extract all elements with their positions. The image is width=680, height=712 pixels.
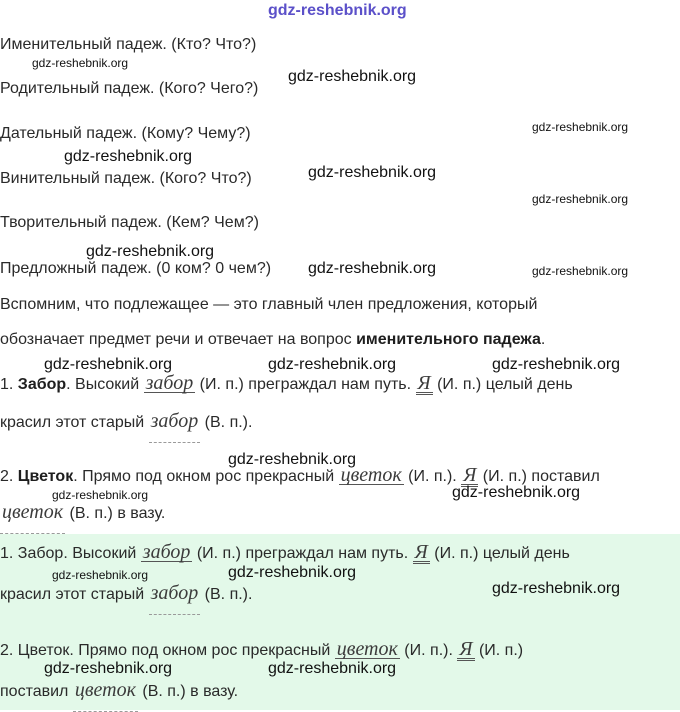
subject-word: цветок: [340, 464, 402, 486]
watermark: gdz-reshebnik.org: [44, 660, 173, 677]
exercise-2-line-2: цветок (В. п.) в вазу.: [2, 501, 166, 523]
case-nominative: Именительный падеж. (Кто? Что?): [0, 36, 257, 53]
watermark: gdz-reshebnik.org: [228, 451, 357, 468]
case-dative: Дательный падеж. (Кому? Чему?): [0, 125, 251, 142]
rule-line-2: обозначает предмет речи и отвечает на вопрос именительного падежа.: [0, 331, 546, 348]
watermark: gdz-reshebnik.org: [308, 260, 437, 277]
subject-word: Я: [463, 464, 477, 486]
answer-2-line-1: 2. Цветок. Прямо под окном рос прекрасный цветок (И. п.). Я (И. п.): [0, 638, 524, 660]
watermark: gdz-reshebnik.org: [288, 68, 417, 85]
watermark: gdz-reshebnik.org: [492, 580, 621, 597]
exercise-2-line-1: 2. Цветок. Прямо под окном рос прекрасный цветок (И. п.). Я (И. п.) поставил: [0, 464, 600, 486]
watermark: gdz-reshebnik.org: [64, 148, 193, 165]
object-word: цветок: [2, 501, 64, 523]
exercise-1-line-1: 1. Забор. Высокий забор (И. п.) преграждал нам путь. Я (И. п.) целый день: [0, 372, 573, 394]
watermark: gdz-reshebnik.org: [32, 56, 129, 70]
rule-line-1: Вспомним, что подлежащее — это главный член предложения, который: [0, 296, 538, 313]
case-instrumental: Творительный падеж. (Кем? Чем?): [0, 214, 259, 231]
subject-word: забор: [142, 541, 191, 563]
object-word: забор: [150, 410, 199, 432]
watermark: gdz-reshebnik.org: [532, 120, 629, 134]
case-genitive: Родительный падеж. (Кого? Чего?): [0, 80, 259, 97]
subject-word: Я: [417, 372, 431, 394]
watermark: gdz-reshebnik.org: [268, 660, 397, 677]
watermark: gdz-reshebnik.org: [532, 192, 629, 206]
watermark: gdz-reshebnik.org: [452, 484, 581, 501]
watermark: gdz-reshebnik.org: [52, 488, 149, 502]
exercise-1-line-2: красил этот старый забор (В. п.).: [0, 410, 253, 432]
watermark: gdz-reshebnik.org: [268, 356, 397, 373]
case-prepositional: Предложный падеж. (0 ком? 0 чем?): [0, 260, 272, 277]
subject-word: Я: [459, 638, 473, 660]
watermark: gdz-reshebnik.org: [532, 264, 629, 278]
watermark: gdz-reshebnik.org: [44, 356, 173, 373]
subject-word: цветок: [336, 638, 398, 660]
watermark: gdz-reshebnik.org: [52, 568, 149, 582]
subject-word: Я: [414, 541, 428, 563]
answer-1-line-1: 1. Забор. Высокий забор (И. п.) преграждал нам путь. Я (И. п.) целый день: [0, 541, 570, 563]
watermark: gdz-reshebnik.org: [492, 356, 621, 373]
object-word: забор: [150, 582, 199, 604]
watermark-top: gdz-reshebnik.org: [268, 2, 407, 19]
object-word: цветок: [74, 679, 136, 701]
watermark: gdz-reshebnik.org: [228, 564, 357, 581]
subject-word: забор: [145, 372, 194, 394]
case-accusative: Винительный падеж. (Кого? Что?): [0, 170, 252, 187]
answer-1-line-2: красил этот старый забор (В. п.).: [0, 582, 253, 604]
watermark: gdz-reshebnik.org: [86, 243, 215, 260]
answer-2-line-2: поставил цветок (В. п.) в вазу.: [0, 679, 239, 701]
watermark: gdz-reshebnik.org: [308, 164, 437, 181]
